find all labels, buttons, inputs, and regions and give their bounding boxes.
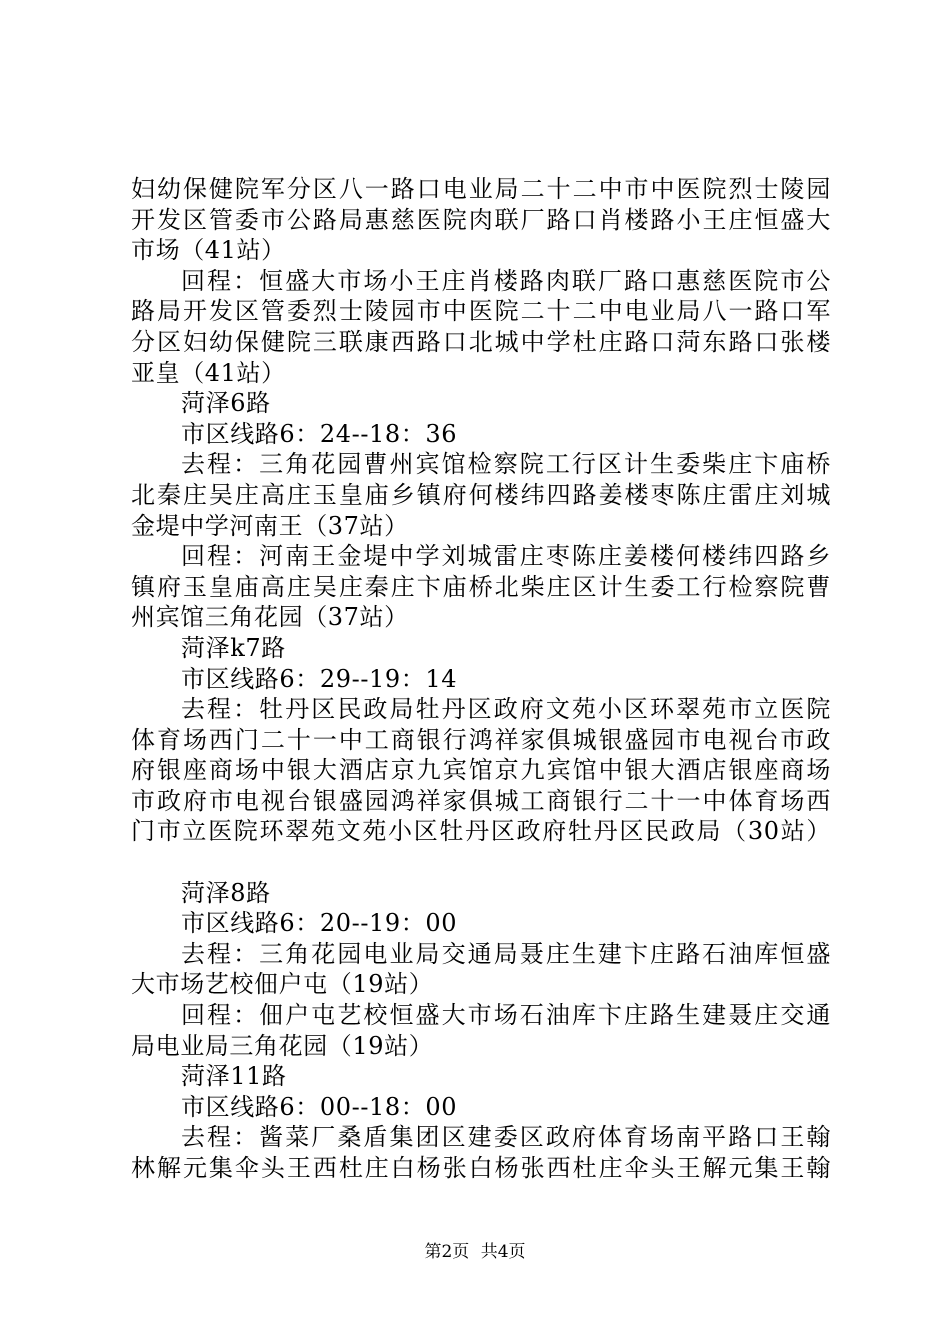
- text-line: 大市场艺校佃户屯（19站）: [131, 970, 434, 999]
- document-body: [131, 174, 831, 1184]
- text-line: 北秦庄吴庄高庄玉皇庙乡镇府何楼纬四路姜楼枣陈庄雷庄刘城: [131, 480, 831, 509]
- text-line: 镇府玉皇庙高庄吴庄秦庄卞庙桥北柴庄区计生委工行检察院曹: [131, 572, 831, 601]
- text-line: 府银座商场中银大酒店京九宾馆京九宾馆中银大酒店银座商场: [131, 756, 831, 785]
- text-line: 局电业局三角花园（19站）: [131, 1031, 434, 1060]
- route-heading: 菏泽k7路: [181, 633, 286, 662]
- route-heading: 菏泽6路: [181, 389, 271, 418]
- blank-line: [131, 847, 831, 878]
- route-schedule: 市区线路6：00--18：00: [181, 1092, 458, 1121]
- page-total: 共4页: [480, 1242, 526, 1262]
- text-line: 市场（41站）: [131, 236, 286, 265]
- page-footer: [0, 1241, 950, 1263]
- paragraph-start: 回程：佃户屯艺校恒盛大市场石油库卞庄路生建聂庄交通: [181, 1001, 831, 1030]
- paragraph-start: 去程：三角花园电业局交通局聂庄生建卞庄路石油库恒盛: [181, 939, 831, 968]
- paragraph-start: 去程：牡丹区民政局牡丹区政府文苑小区环翠苑市立医院: [181, 695, 831, 724]
- text-line: 路局开发区管委烈士陵园市中医院二十二中电业局八一路口军: [131, 297, 831, 326]
- paragraph-start: 回程：河南王金堤中学刘城雷庄枣陈庄姜楼何楼纬四路乡: [181, 542, 831, 571]
- paragraph-start: 去程：酱菜厂桑盾集团区建委区政府体育场南平路口王翰: [181, 1123, 831, 1152]
- text-line: 体育场西门二十一中工商银行鸿祥家俱城银盛园市电视台市政: [131, 725, 831, 754]
- page-number: 第2页: [424, 1242, 470, 1262]
- route-schedule: 市区线路6：24--18：36: [181, 419, 458, 448]
- route-heading: 菏泽11路: [181, 1062, 287, 1091]
- text-line: 林解元集伞头王西杜庄白杨张白杨张西杜庄伞头王解元集王翰: [131, 1154, 831, 1182]
- text-line: 市政府市电视台银盛园鸿祥家俱城工商银行二十一中体育场西: [131, 786, 831, 815]
- text-line: 开发区管委市公路局惠慈医院肉联厂路口肖楼路小王庄恒盛大: [131, 205, 831, 234]
- text-line: 妇幼保健院军分区八一路口电业局二十二中市中医院烈士陵园: [131, 175, 831, 203]
- paragraph-start: 去程：三角花园曹州宾馆检察院工行区计生委柴庄卞庙桥: [181, 450, 831, 479]
- route-schedule: 市区线路6：29--19：14: [181, 664, 458, 693]
- text-line: 亚皇（41站）: [131, 358, 286, 387]
- text-line: 分区妇幼保健院三联康西路口北城中学杜庄路口菏东路口张楼: [131, 327, 831, 356]
- text-line: 州宾馆三角花园（37站）: [131, 603, 409, 632]
- text-line: 金堤中学河南王（37站）: [131, 511, 409, 540]
- route-schedule: 市区线路6：20--19：00: [181, 909, 458, 938]
- text-line: 门市立医院环翠苑文苑小区牡丹区政府牡丹区民政局（30站）: [131, 817, 831, 846]
- paragraph-start: 回程：恒盛大市场小王庄肖楼路肉联厂路口惠慈医院市公: [181, 266, 831, 295]
- route-heading: 菏泽8路: [181, 878, 271, 907]
